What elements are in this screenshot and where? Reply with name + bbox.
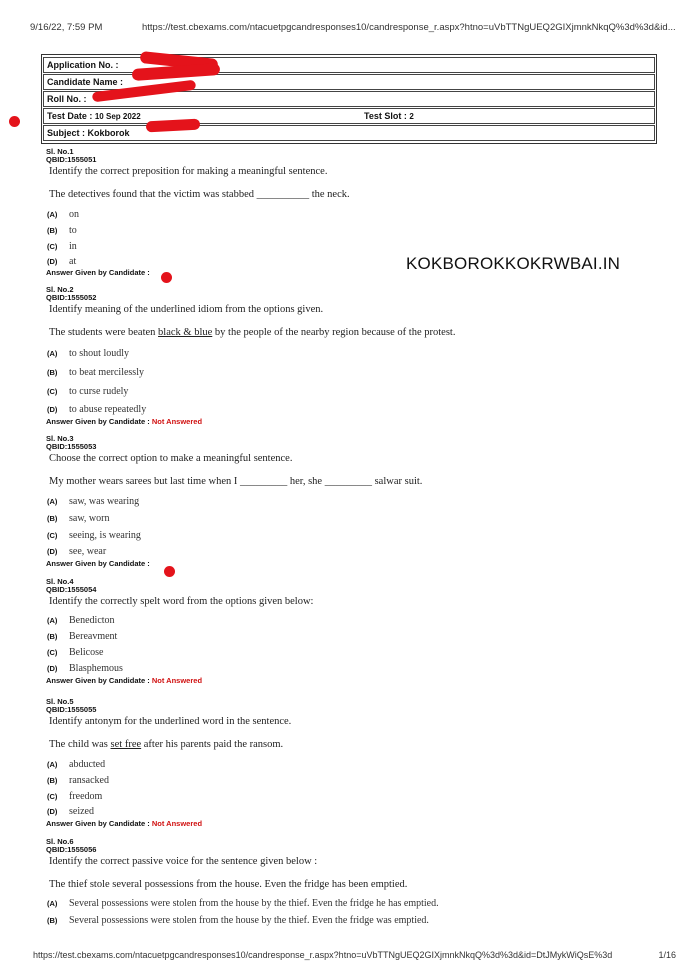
option-c: (C) seeing, is wearing	[47, 530, 141, 541]
qbid: QBID:1555056	[46, 845, 97, 854]
question-stem: The detectives found that the victim was stabbed __________ the neck.	[49, 189, 350, 200]
option-b: (B) saw, worn	[47, 513, 110, 524]
qbid: QBID:1555051	[46, 155, 97, 164]
candidate-name-label: Candidate Name :	[47, 77, 124, 87]
serial-number: Sl. No.3	[46, 434, 74, 443]
test-date-value: 10 Sep 2022	[94, 112, 141, 121]
test-slot	[364, 109, 414, 124]
serial-number: Sl. No.6	[46, 837, 74, 846]
qbid: QBID:1555054	[46, 585, 97, 594]
option-d: (D) seized	[47, 806, 94, 817]
answer-given: Answer Given by Candidate :	[46, 268, 150, 277]
roll-no-label: Roll No. :	[47, 94, 87, 104]
test-date-label: Test Date :	[47, 111, 93, 121]
option-d: (D) at	[47, 255, 77, 267]
question-stem: The child was set free after his parents paid the ransom.	[49, 739, 284, 750]
option-a: (A) on	[47, 208, 79, 220]
question-5	[46, 698, 646, 828]
print-url: https://test.cbexams.com/ntacuetpgcandresponses10/candresponse_r.aspx?htno=uVbTTNgUEQ2GIXjmnkNkqQ%3d%3d&id...	[142, 22, 676, 33]
option-a: (A) Benedicton	[47, 614, 115, 626]
question-1	[46, 148, 646, 277]
option-c: (C) in	[47, 240, 77, 252]
answer-given: Answer Given by Candidate : Not Answered	[46, 676, 203, 685]
option-d: (D) Blasphemous	[47, 662, 123, 674]
question-3	[46, 435, 646, 568]
test-slot-label: Test Slot :	[364, 111, 407, 121]
underlined-idiom: black & blue	[158, 327, 213, 338]
not-answered-badge: Not Answered	[151, 819, 203, 828]
answer-given: Answer Given by Candidate : Not Answered	[46, 819, 203, 828]
subject-value: Kokborok	[87, 128, 130, 138]
option-b: (B) to beat mercilessly	[47, 367, 144, 378]
question-stem: The students were beaten black & blue by the people of the nearby region because of the protest.	[49, 327, 456, 338]
underlined-word: set free	[110, 739, 142, 750]
page-number: 1/16	[658, 950, 676, 960]
subject-row	[43, 125, 655, 141]
option-b: (B) to	[47, 224, 77, 236]
not-answered-badge: Not Answered	[151, 676, 203, 685]
option-b: (B) Several possessions were stolen from the house by the thief. Even the fridge was emptied.	[47, 915, 429, 926]
watermark-text: KOKBOROKKOKRWBAI.IN	[406, 254, 621, 273]
question-text: Identify the correct passive voice for the sentence given below :	[49, 856, 318, 867]
question-text: Identify the correctly spelt word from the options given below:	[49, 596, 314, 607]
answer-given: Answer Given by Candidate : Not Answered	[46, 417, 203, 426]
question-4	[46, 578, 646, 685]
subject-label: Subject :	[47, 128, 86, 138]
question-text: Identify the correct preposition for making a meaningful sentence.	[49, 166, 328, 177]
print-footer	[33, 950, 676, 960]
option-a: (A) abducted	[47, 758, 106, 770]
answer-given: Answer Given by Candidate :	[46, 559, 150, 568]
footer-url: https://test.cbexams.com/ntacuetpgcandresponses10/candresponse_r.aspx?htno=uVbTTNgUEQ2GIXjmnkNkqQ%3d%3d&id=DtJMykWiQsE%3d	[33, 950, 613, 960]
option-a: (A) Several possessions were stolen from the house by the thief. Even the fridge he has emptied.	[47, 898, 439, 909]
question-text: Choose the correct option to make a meaningful sentence.	[49, 453, 293, 464]
question-2	[46, 286, 646, 426]
option-c: (C) Belicose	[47, 646, 104, 658]
serial-number: Sl. No.2	[46, 285, 74, 294]
serial-number: Sl. No.1	[46, 147, 74, 156]
serial-number: Sl. No.4	[46, 577, 74, 586]
red-dot-marker	[161, 272, 172, 283]
test-slot-value: 2	[409, 112, 414, 121]
test-date-row	[43, 108, 655, 124]
question-6	[46, 838, 646, 929]
serial-number: Sl. No.5	[46, 697, 74, 706]
question-stem: The thief stole several possessions from the house. Even the fridge has been emptied.	[49, 879, 408, 890]
option-b: (B) ransacked	[47, 774, 109, 786]
candidate-info-table	[41, 54, 657, 144]
red-dot-marker	[9, 116, 20, 127]
option-d: (D) see, wear	[47, 546, 107, 557]
not-answered-badge: Not Answered	[151, 417, 203, 426]
question-text: Identify antonym for the underlined word in the sentence.	[49, 716, 292, 727]
option-a: (A) saw, was wearing	[47, 496, 140, 507]
print-datetime: 9/16/22, 7:59 PM	[30, 22, 103, 33]
qbid: QBID:1555055	[46, 705, 97, 714]
option-d: (D) to abuse repeatedly	[47, 403, 147, 415]
red-dot-marker	[164, 566, 175, 577]
option-a: (A) to shout loudly	[47, 348, 130, 359]
application-no-label: Application No. :	[47, 60, 119, 70]
option-c: (C) freedom	[47, 790, 103, 802]
question-stem: My mother wears sarees but last time when I _________ her, she _________ salwar suit.	[49, 476, 423, 487]
option-b: (B) Bereavment	[47, 630, 118, 642]
option-c: (C) to curse rudely	[47, 386, 129, 397]
qbid: QBID:1555052	[46, 293, 97, 302]
qbid: QBID:1555053	[46, 442, 97, 451]
question-text: Identify meaning of the underlined idiom from the options given.	[49, 304, 324, 315]
